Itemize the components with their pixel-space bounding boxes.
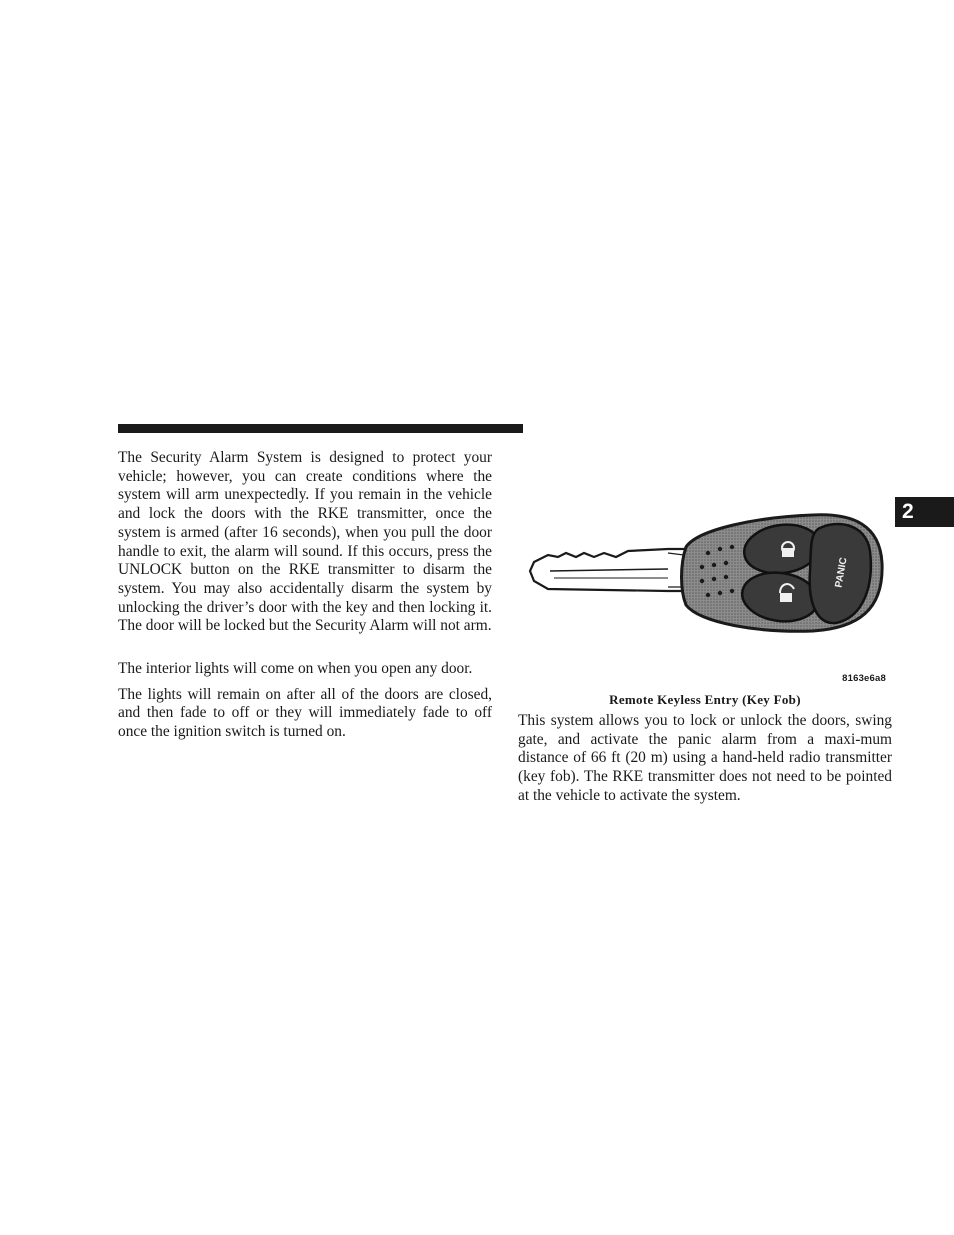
figure-id: 8163e6a8 (842, 673, 886, 684)
figure-caption: Remote Keyless Entry (Key Fob) (609, 692, 801, 707)
right-column (518, 712, 892, 806)
section-rule (118, 424, 523, 433)
panic-label: PANIC (833, 556, 850, 589)
section-tab: 2 (895, 497, 954, 527)
key-fob-illustration (518, 505, 892, 690)
lights-fade-paragraph: The lights will remain on after all of the doors are closed, and then fade to off or they will immediately fade to off once the ignition switch is turned on. (118, 685, 492, 741)
key-fob-figure (518, 505, 892, 690)
interior-lights-paragraph: The interior lights will come on when you open any door. (118, 660, 473, 678)
security-alarm-paragraph: The Security Alarm System is designed to protect your vehicle; however, you can create conditions where the system will arm unexpectedly. If you remain in the vehicle and lock the doors with the RKE transmitter, once the system is armed (after 16 seconds), when you pull the door handle to exit, the alarm will sound. If this occurs, press the UNLOCK button on the RKE transmitter to disarm the system. You may also accidentally disarm the system by unlocking the driver’s door with the key and then locking it. The door will be locked but the Security Alarm will not arm. (118, 449, 492, 635)
rke-range-paragraph: This system allows you to lock or unlock the doors, swing gate, and activate the panic alarm from a maxi-mum distance of 66 ft (20 m) using a hand-held radio transmitter (key fob). The RKE transmitter does not need to be pointed at the vehicle to activate the system. (518, 712, 892, 804)
left-column (118, 449, 492, 742)
